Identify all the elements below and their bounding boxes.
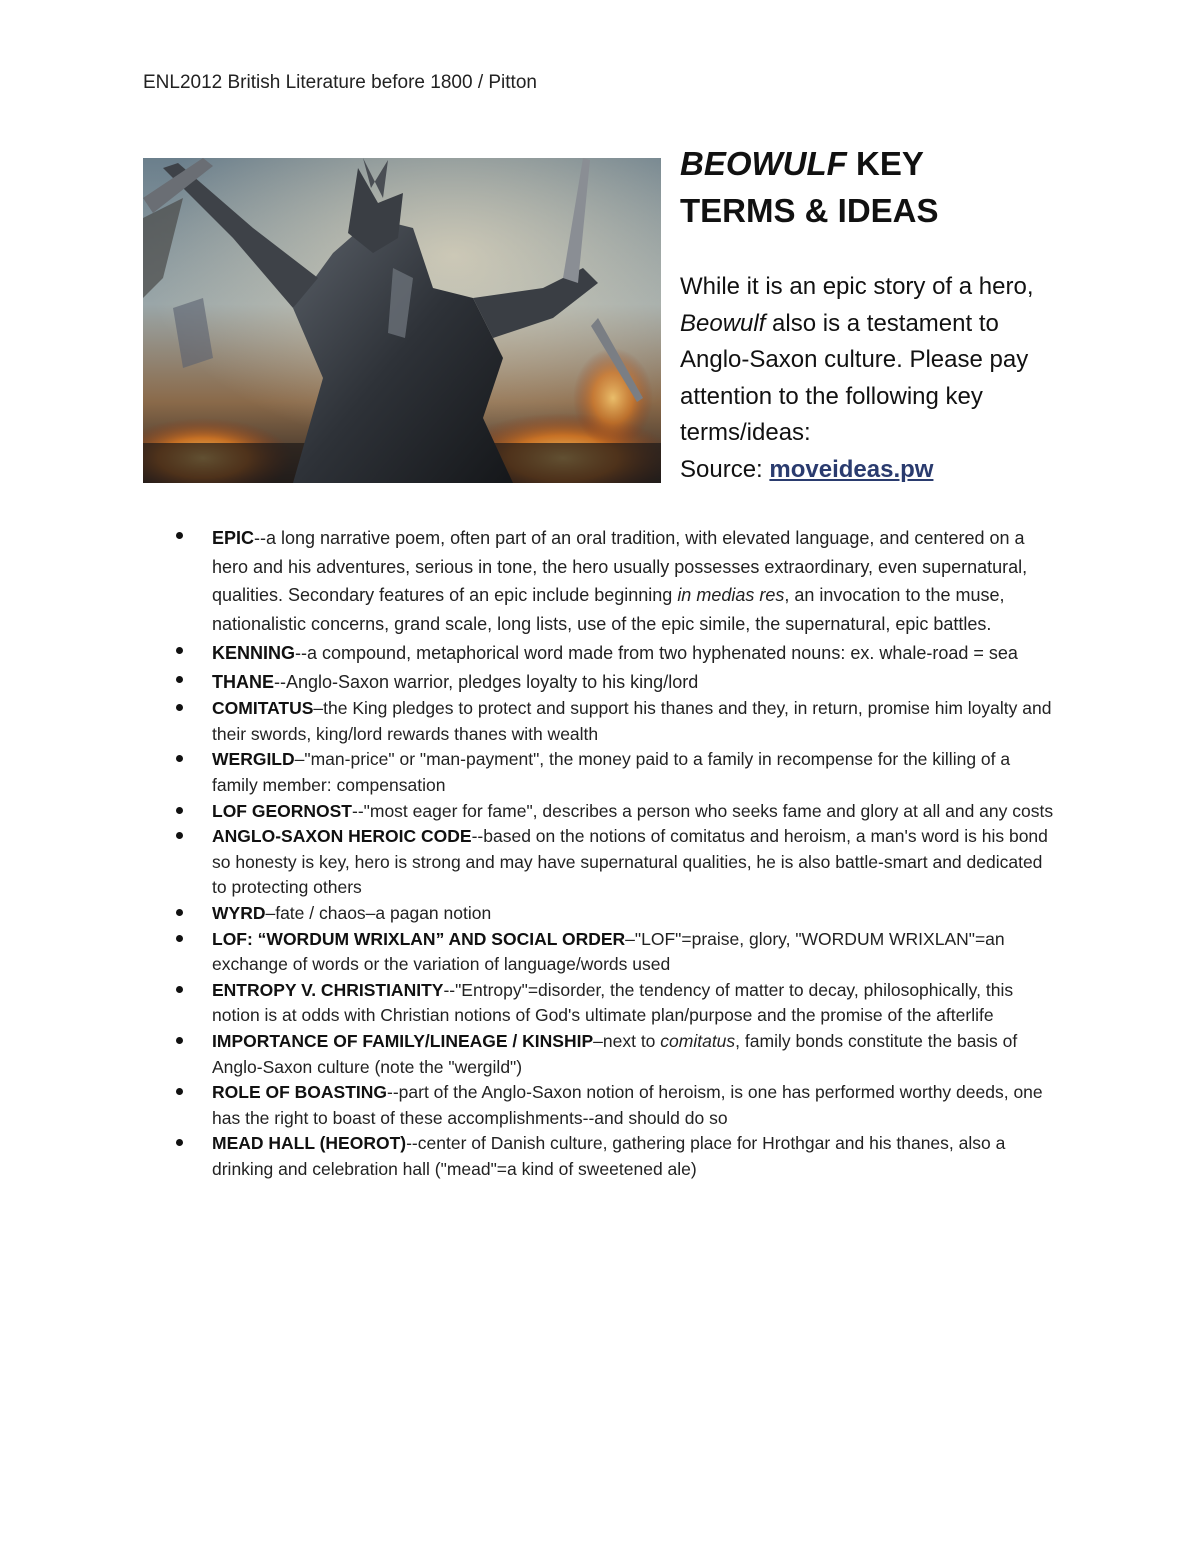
- term-definition: --part of the Anglo-Saxon notion of heroism, is one has performed worthy deeds, one has the right to boast of these accomplishments--and should do so: [212, 1082, 1043, 1128]
- term-name: WYRD: [212, 902, 266, 923]
- term-definition-italic: in medias res: [677, 585, 785, 606]
- term-definition: --Anglo-Saxon warrior, pledges loyalty to his king/lord: [274, 671, 699, 692]
- list-item: [170, 1131, 1060, 1182]
- bullet-icon: [176, 986, 183, 993]
- list-item: [170, 901, 1060, 927]
- list-item: [170, 1080, 1060, 1131]
- term-definition-italic: comitatus: [660, 1030, 736, 1051]
- document-title: [680, 140, 939, 234]
- list-item: [170, 1029, 1060, 1080]
- term-name: KENNING: [212, 642, 296, 663]
- bullet-icon: [176, 1037, 183, 1044]
- term-name: THANE: [212, 671, 274, 692]
- bullet-icon: [176, 755, 183, 762]
- bullet-icon: [176, 1088, 183, 1095]
- list-item: [170, 524, 1060, 639]
- term-name: WERGILD: [212, 749, 295, 770]
- intro-italic: Beowulf: [680, 309, 766, 337]
- warrior-illustration: [143, 158, 661, 483]
- list-item: [170, 824, 1060, 901]
- term-definition: --based on the notions of comitatus and heroism, a man's word is his bond so honesty is key, hero is strong and may have supernatural qualities, he is also battle-smart and dedicated to protecting others: [212, 826, 1048, 898]
- intro-paragraph: [680, 269, 1065, 488]
- term-definition: --"Entropy"=disorder, the tendency of matter to decay, philosophically, this notion is at odds with Christian notions of God's ultimate plan/purpose and the promise of the afterlife: [212, 979, 1014, 1026]
- bullet-icon: [176, 935, 183, 942]
- term-definition: --a compound, metaphorical word made from two hyphenated nouns: ex. whale-road = sea: [295, 642, 1018, 663]
- list-item: [170, 696, 1060, 747]
- term-definition: –next to: [593, 1030, 661, 1051]
- term-name: ANGLO-SAXON HEROIC CODE: [212, 826, 472, 847]
- list-item: [170, 747, 1060, 798]
- list-item: [170, 978, 1060, 1029]
- title-italic: BEOWULF: [680, 145, 847, 182]
- term-name: LOF: “WORDUM WRIXLAN” AND SOCIAL ORDER: [212, 928, 626, 949]
- title-line2: TERMS & IDEAS: [680, 192, 939, 229]
- intro-text-1: While it is an epic story of a hero,: [680, 273, 1034, 300]
- bullet-icon: [176, 1139, 183, 1146]
- bullet-icon: [176, 676, 183, 683]
- list-item: [170, 668, 1060, 697]
- term-name: ENTROPY V. CHRISTIANITY: [212, 979, 444, 1000]
- bullet-icon: [176, 532, 183, 539]
- term-definition: , an invocation to the muse, nationalistic concerns, grand scale, long lists, use of the epic simile, the supernatural, epic battles.: [212, 585, 1005, 635]
- term-name: IMPORTANCE OF FAMILY/LINEAGE / KINSHIP: [212, 1030, 594, 1051]
- term-definition: –the King pledges to protect and support his thanes and they, in return, promise him loyalty and their swords, king/lord rewards thanes with wealth: [212, 698, 1052, 744]
- term-definition: , family bonds constitute the basis of Anglo-Saxon culture (note the "wergild"): [212, 1030, 1018, 1077]
- term-definition: --center of Danish culture, gathering place for Hrothgar and his thanes, also a drinking and celebration hall ("mead"=a kind of sweetened ale): [212, 1133, 1006, 1179]
- source-link[interactable]: moveideas.pw: [769, 455, 934, 483]
- bullet-icon: [176, 807, 183, 814]
- key-terms-list: [170, 524, 1060, 1183]
- term-definition: --"most eager for fame", describes a person who seeks fame and glory at all and any costs: [352, 800, 1054, 821]
- term-definition: –"man-price" or "man-payment", the money paid to a family in recompense for the killing of a family member: compensation: [212, 749, 1011, 795]
- bullet-icon: [176, 909, 183, 916]
- term-definition: –"LOF"=praise, glory, "WORDUM WRIXLAN"=an exchange of words or the variation of language/words used: [212, 928, 1005, 975]
- intro-text-2: also is a testament to Anglo-Saxon culture. Please pay attention to the following key terms/ideas:: [680, 309, 1029, 446]
- term-definition: –fate / chaos–a pagan notion: [265, 902, 492, 923]
- source-label: Source:: [680, 455, 770, 483]
- term-name: ROLE OF BOASTING: [212, 1082, 387, 1103]
- list-item: [170, 799, 1060, 825]
- list-item: [170, 927, 1060, 978]
- list-item: [170, 639, 1060, 668]
- bullet-icon: [176, 647, 183, 654]
- bullet-icon: [176, 832, 183, 839]
- term-name: COMITATUS: [212, 698, 314, 719]
- page-header: ENL2012 British Literature before 1800 / Pitton: [143, 72, 537, 93]
- title-rest: KEY: [846, 145, 924, 182]
- term-name: MEAD HALL (HEOROT): [212, 1133, 407, 1154]
- bullet-icon: [176, 704, 183, 711]
- term-definition: --a long narrative poem, often part of an oral tradition, with elevated language, and centered on a hero and his adventures, serious in tone, the hero usually possesses extraordinary, even supernatural, qualities. Secondary features of an epic include beginning: [212, 528, 1028, 606]
- term-name: LOF GEORNOST: [212, 800, 352, 821]
- term-name: EPIC: [212, 528, 255, 548]
